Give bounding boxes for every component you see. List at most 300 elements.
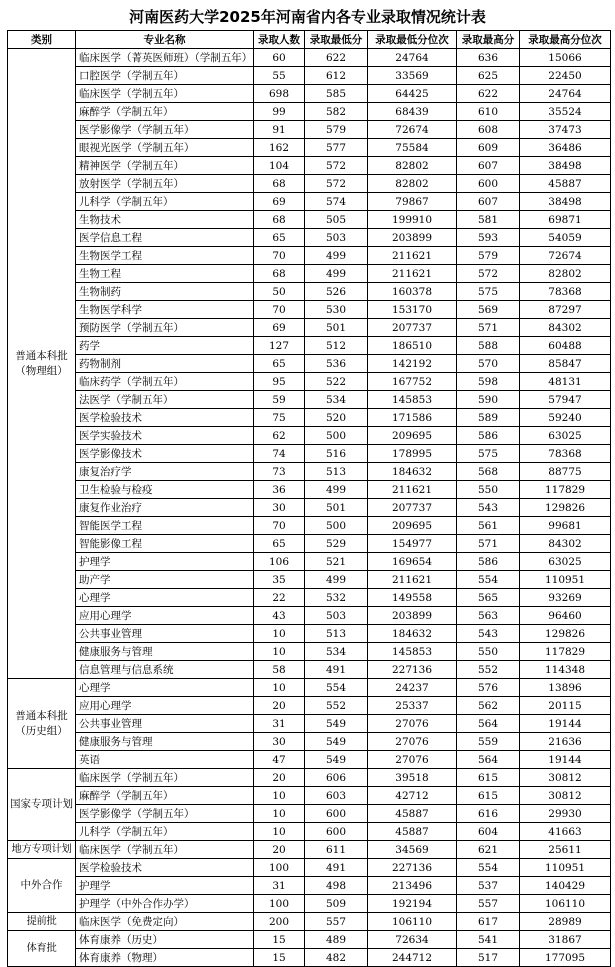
- major-name-cell: 应用心理学: [76, 607, 254, 625]
- table-row: [8, 373, 611, 391]
- table-row: [8, 337, 611, 355]
- max-rank-cell: 13896: [520, 679, 611, 697]
- table-row: [8, 913, 611, 931]
- max-rank-cell: 54059: [520, 229, 611, 247]
- major-name-cell: 儿科学（学制五年）: [76, 193, 254, 211]
- max-score-cell: 554: [457, 859, 520, 877]
- table-row: [8, 571, 611, 589]
- min-score-cell: 611: [305, 841, 368, 859]
- min-rank-cell: 184632: [368, 463, 457, 481]
- max-rank-cell: 60488: [520, 337, 611, 355]
- admitted-count-cell: 100: [254, 859, 305, 877]
- min-score-cell: 579: [305, 121, 368, 139]
- min-rank-cell: 145853: [368, 643, 457, 661]
- table-row: [8, 517, 611, 535]
- max-score-cell: 517: [457, 949, 520, 967]
- major-name-cell: 口腔医学（学制五年）: [76, 67, 254, 85]
- major-name-cell: 药物制剂: [76, 355, 254, 373]
- table-row: [8, 319, 611, 337]
- major-name-cell: 放射医学（学制五年）: [76, 175, 254, 193]
- table-row: [8, 229, 611, 247]
- major-name-cell: 体育康养（物理）: [76, 949, 254, 967]
- header-major-name: 专业名称: [76, 31, 254, 49]
- max-rank-cell: 38498: [520, 157, 611, 175]
- max-rank-cell: 106110: [520, 895, 611, 913]
- min-rank-cell: 184632: [368, 625, 457, 643]
- major-name-cell: 康复作业治疗: [76, 499, 254, 517]
- admitted-count-cell: 35: [254, 571, 305, 589]
- admitted-count-cell: 69: [254, 319, 305, 337]
- min-score-cell: 600: [305, 805, 368, 823]
- min-score-cell: 500: [305, 427, 368, 445]
- min-score-cell: 549: [305, 751, 368, 769]
- min-score-cell: 503: [305, 607, 368, 625]
- min-rank-cell: 45887: [368, 823, 457, 841]
- min-rank-cell: 153170: [368, 301, 457, 319]
- max-score-cell: 586: [457, 427, 520, 445]
- max-score-cell: 575: [457, 445, 520, 463]
- major-name-cell: 护理学（中外合作办学）: [76, 895, 254, 913]
- max-rank-cell: 88775: [520, 463, 611, 481]
- min-rank-cell: 82802: [368, 157, 457, 175]
- admitted-count-cell: 10: [254, 643, 305, 661]
- min-rank-cell: 145853: [368, 391, 457, 409]
- table-row: [8, 103, 611, 121]
- min-score-cell: 509: [305, 895, 368, 913]
- min-score-cell: 536: [305, 355, 368, 373]
- admitted-count-cell: 106: [254, 553, 305, 571]
- min-rank-cell: 72674: [368, 121, 457, 139]
- max-rank-cell: 110951: [520, 859, 611, 877]
- min-score-cell: 549: [305, 733, 368, 751]
- max-score-cell: 589: [457, 409, 520, 427]
- max-rank-cell: 57947: [520, 391, 611, 409]
- max-rank-cell: 15066: [520, 49, 611, 67]
- min-score-cell: 513: [305, 625, 368, 643]
- table-row: [8, 85, 611, 103]
- table-row: [8, 895, 611, 913]
- max-score-cell: 571: [457, 535, 520, 553]
- min-rank-cell: 213496: [368, 877, 457, 895]
- table-row: [8, 679, 611, 697]
- header-category: 类别: [8, 31, 76, 49]
- admitted-count-cell: 70: [254, 517, 305, 535]
- table-row: [8, 283, 611, 301]
- major-name-cell: 应用心理学: [76, 697, 254, 715]
- table-row: [8, 859, 611, 877]
- major-name-cell: 医学影像学（学制五年）: [76, 121, 254, 139]
- min-rank-cell: 167752: [368, 373, 457, 391]
- max-rank-cell: 22450: [520, 67, 611, 85]
- max-rank-cell: 31867: [520, 931, 611, 949]
- max-score-cell: 561: [457, 517, 520, 535]
- major-name-cell: 临床药学（学制五年）: [76, 373, 254, 391]
- max-rank-cell: 19144: [520, 751, 611, 769]
- admitted-count-cell: 75: [254, 409, 305, 427]
- max-rank-cell: 29930: [520, 805, 611, 823]
- min-rank-cell: 27076: [368, 715, 457, 733]
- min-score-cell: 572: [305, 175, 368, 193]
- admitted-count-cell: 20: [254, 769, 305, 787]
- major-name-cell: 生物医学工程: [76, 247, 254, 265]
- admitted-count-cell: 10: [254, 679, 305, 697]
- admitted-count-cell: 55: [254, 67, 305, 85]
- min-score-cell: 503: [305, 229, 368, 247]
- min-rank-cell: 25337: [368, 697, 457, 715]
- header-row: [8, 31, 611, 49]
- min-score-cell: 498: [305, 877, 368, 895]
- min-rank-cell: 227136: [368, 661, 457, 679]
- major-name-cell: 心理学: [76, 589, 254, 607]
- admitted-count-cell: 47: [254, 751, 305, 769]
- admitted-count-cell: 20: [254, 841, 305, 859]
- admitted-count-cell: 10: [254, 823, 305, 841]
- min-score-cell: 600: [305, 823, 368, 841]
- max-rank-cell: 87297: [520, 301, 611, 319]
- max-score-cell: 576: [457, 679, 520, 697]
- table-row: [8, 121, 611, 139]
- min-score-cell: 534: [305, 391, 368, 409]
- max-score-cell: 579: [457, 247, 520, 265]
- major-name-cell: 体育康养（历史）: [76, 931, 254, 949]
- admitted-count-cell: 60: [254, 49, 305, 67]
- min-score-cell: 529: [305, 535, 368, 553]
- max-rank-cell: 41663: [520, 823, 611, 841]
- max-rank-cell: 25611: [520, 841, 611, 859]
- min-rank-cell: 142192: [368, 355, 457, 373]
- min-score-cell: 520: [305, 409, 368, 427]
- max-score-cell: 581: [457, 211, 520, 229]
- table-row: [8, 499, 611, 517]
- min-score-cell: 574: [305, 193, 368, 211]
- min-rank-cell: 203899: [368, 607, 457, 625]
- max-rank-cell: 59240: [520, 409, 611, 427]
- min-rank-cell: 211621: [368, 247, 457, 265]
- min-score-cell: 500: [305, 517, 368, 535]
- table-row: [8, 769, 611, 787]
- min-score-cell: 512: [305, 337, 368, 355]
- admitted-count-cell: 74: [254, 445, 305, 463]
- max-score-cell: 570: [457, 355, 520, 373]
- table-row: [8, 193, 611, 211]
- min-rank-cell: 203899: [368, 229, 457, 247]
- max-score-cell: 588: [457, 337, 520, 355]
- admitted-count-cell: 31: [254, 715, 305, 733]
- admitted-count-cell: 43: [254, 607, 305, 625]
- max-score-cell: 600: [457, 175, 520, 193]
- min-score-cell: 482: [305, 949, 368, 967]
- table-row: [8, 931, 611, 949]
- max-rank-cell: 30812: [520, 787, 611, 805]
- admitted-count-cell: 50: [254, 283, 305, 301]
- max-score-cell: 537: [457, 877, 520, 895]
- table-row: [8, 157, 611, 175]
- max-score-cell: 604: [457, 823, 520, 841]
- category-cell: 地方专项计划: [8, 841, 76, 859]
- max-rank-cell: 72674: [520, 247, 611, 265]
- table-row: [8, 715, 611, 733]
- major-name-cell: 医学影像学（学制五年）: [76, 805, 254, 823]
- max-score-cell: 563: [457, 607, 520, 625]
- major-name-cell: 生物医学科学: [76, 301, 254, 319]
- min-score-cell: 521: [305, 553, 368, 571]
- major-name-cell: 公共事业管理: [76, 625, 254, 643]
- max-score-cell: 550: [457, 481, 520, 499]
- max-rank-cell: 85847: [520, 355, 611, 373]
- table-row: [8, 49, 611, 67]
- min-rank-cell: 209695: [368, 517, 457, 535]
- admitted-count-cell: 73: [254, 463, 305, 481]
- table-row: [8, 949, 611, 967]
- min-rank-cell: 27076: [368, 751, 457, 769]
- admitted-count-cell: 58: [254, 661, 305, 679]
- table-row: [8, 787, 611, 805]
- admitted-count-cell: 36: [254, 481, 305, 499]
- min-score-cell: 501: [305, 499, 368, 517]
- admitted-count-cell: 99: [254, 103, 305, 121]
- table-row: [8, 535, 611, 553]
- admitted-count-cell: 68: [254, 211, 305, 229]
- max-score-cell: 557: [457, 895, 520, 913]
- min-rank-cell: 209695: [368, 427, 457, 445]
- major-name-cell: 医学检验技术: [76, 409, 254, 427]
- table-row: [8, 661, 611, 679]
- admitted-count-cell: 70: [254, 247, 305, 265]
- max-score-cell: 586: [457, 553, 520, 571]
- max-score-cell: 571: [457, 319, 520, 337]
- min-score-cell: 491: [305, 859, 368, 877]
- max-rank-cell: 117829: [520, 643, 611, 661]
- min-rank-cell: 171586: [368, 409, 457, 427]
- major-name-cell: 眼视光医学（学制五年）: [76, 139, 254, 157]
- admitted-count-cell: 62: [254, 427, 305, 445]
- max-score-cell: 610: [457, 103, 520, 121]
- admitted-count-cell: 91: [254, 121, 305, 139]
- table-row: [8, 175, 611, 193]
- admitted-count-cell: 70: [254, 301, 305, 319]
- major-name-cell: 生物制药: [76, 283, 254, 301]
- max-score-cell: 615: [457, 769, 520, 787]
- max-score-cell: 616: [457, 805, 520, 823]
- major-name-cell: 康复治疗学: [76, 463, 254, 481]
- min-score-cell: 585: [305, 85, 368, 103]
- major-name-cell: 智能医学工程: [76, 517, 254, 535]
- table-row: [8, 733, 611, 751]
- max-rank-cell: 99681: [520, 517, 611, 535]
- max-rank-cell: 35524: [520, 103, 611, 121]
- max-score-cell: 543: [457, 625, 520, 643]
- admitted-count-cell: 698: [254, 85, 305, 103]
- major-name-cell: 医学影像技术: [76, 445, 254, 463]
- max-score-cell: 622: [457, 85, 520, 103]
- min-rank-cell: 75584: [368, 139, 457, 157]
- max-score-cell: 608: [457, 121, 520, 139]
- max-rank-cell: 36486: [520, 139, 611, 157]
- min-score-cell: 526: [305, 283, 368, 301]
- min-score-cell: 499: [305, 247, 368, 265]
- min-rank-cell: 207737: [368, 319, 457, 337]
- min-score-cell: 491: [305, 661, 368, 679]
- admitted-count-cell: 10: [254, 625, 305, 643]
- major-name-cell: 临床医学（学制五年）: [76, 769, 254, 787]
- admitted-count-cell: 95: [254, 373, 305, 391]
- major-name-cell: 临床医学（免费定向）: [76, 913, 254, 931]
- min-score-cell: 572: [305, 157, 368, 175]
- category-cell: 中外合作: [8, 859, 76, 913]
- category-cell: 国家专项计划: [8, 769, 76, 841]
- major-name-cell: 药学: [76, 337, 254, 355]
- max-rank-cell: 78368: [520, 445, 611, 463]
- max-rank-cell: 114348: [520, 661, 611, 679]
- min-rank-cell: 160378: [368, 283, 457, 301]
- min-score-cell: 530: [305, 301, 368, 319]
- admitted-count-cell: 104: [254, 157, 305, 175]
- table-row: [8, 67, 611, 85]
- header-admitted-count: 录取人数: [254, 31, 305, 49]
- admitted-count-cell: 127: [254, 337, 305, 355]
- min-rank-cell: 199910: [368, 211, 457, 229]
- major-name-cell: 临床医学（学制五年）: [76, 85, 254, 103]
- major-name-cell: 助产学: [76, 571, 254, 589]
- max-rank-cell: 30812: [520, 769, 611, 787]
- min-rank-cell: 178995: [368, 445, 457, 463]
- max-score-cell: 621: [457, 841, 520, 859]
- table-row: [8, 877, 611, 895]
- table-row: [8, 247, 611, 265]
- max-rank-cell: 177095: [520, 949, 611, 967]
- table-row: [8, 391, 611, 409]
- admission-table: [7, 30, 611, 967]
- max-rank-cell: 24764: [520, 85, 611, 103]
- max-rank-cell: 140429: [520, 877, 611, 895]
- admitted-count-cell: 200: [254, 913, 305, 931]
- table-row: [8, 301, 611, 319]
- major-name-cell: 护理学: [76, 877, 254, 895]
- major-name-cell: 医学信息工程: [76, 229, 254, 247]
- min-score-cell: 552: [305, 697, 368, 715]
- admitted-count-cell: 22: [254, 589, 305, 607]
- min-score-cell: 622: [305, 49, 368, 67]
- min-score-cell: 554: [305, 679, 368, 697]
- max-rank-cell: 129826: [520, 625, 611, 643]
- major-name-cell: 法医学（学制五年）: [76, 391, 254, 409]
- max-rank-cell: 20115: [520, 697, 611, 715]
- major-name-cell: 智能影像工程: [76, 535, 254, 553]
- admitted-count-cell: 65: [254, 535, 305, 553]
- admitted-count-cell: 30: [254, 733, 305, 751]
- admitted-count-cell: 59: [254, 391, 305, 409]
- major-name-cell: 生物工程: [76, 265, 254, 283]
- admitted-count-cell: 69: [254, 193, 305, 211]
- min-score-cell: 513: [305, 463, 368, 481]
- major-name-cell: 麻醉学（学制五年）: [76, 787, 254, 805]
- min-score-cell: 516: [305, 445, 368, 463]
- table-row: [8, 625, 611, 643]
- max-score-cell: 636: [457, 49, 520, 67]
- major-name-cell: 心理学: [76, 679, 254, 697]
- min-rank-cell: 106110: [368, 913, 457, 931]
- max-rank-cell: 129826: [520, 499, 611, 517]
- max-score-cell: 615: [457, 787, 520, 805]
- min-rank-cell: 39518: [368, 769, 457, 787]
- max-rank-cell: 84302: [520, 535, 611, 553]
- min-score-cell: 499: [305, 571, 368, 589]
- min-rank-cell: 211621: [368, 571, 457, 589]
- min-rank-cell: 45887: [368, 805, 457, 823]
- max-score-cell: 598: [457, 373, 520, 391]
- max-rank-cell: 19144: [520, 715, 611, 733]
- max-rank-cell: 69871: [520, 211, 611, 229]
- admitted-count-cell: 65: [254, 355, 305, 373]
- major-name-cell: 健康服务与管理: [76, 643, 254, 661]
- min-score-cell: 603: [305, 787, 368, 805]
- max-rank-cell: 110951: [520, 571, 611, 589]
- admitted-count-cell: 31: [254, 877, 305, 895]
- major-name-cell: 信息管理与信息系统: [76, 661, 254, 679]
- min-rank-cell: 244712: [368, 949, 457, 967]
- max-rank-cell: 37473: [520, 121, 611, 139]
- table-row: [8, 211, 611, 229]
- min-rank-cell: 24764: [368, 49, 457, 67]
- min-rank-cell: 192194: [368, 895, 457, 913]
- min-rank-cell: 68439: [368, 103, 457, 121]
- major-name-cell: 医学检验技术: [76, 859, 254, 877]
- header-min-score: 录取最低分: [305, 31, 368, 49]
- max-rank-cell: 82802: [520, 265, 611, 283]
- table-row: [8, 751, 611, 769]
- admitted-count-cell: 15: [254, 949, 305, 967]
- major-name-cell: 麻醉学（学制五年）: [76, 103, 254, 121]
- table-row: [8, 823, 611, 841]
- table-row: [8, 607, 611, 625]
- min-rank-cell: 72634: [368, 931, 457, 949]
- max-score-cell: 617: [457, 913, 520, 931]
- admitted-count-cell: 10: [254, 805, 305, 823]
- min-score-cell: 557: [305, 913, 368, 931]
- major-name-cell: 医学实验技术: [76, 427, 254, 445]
- major-name-cell: 临床医学（学制五年）: [76, 841, 254, 859]
- admitted-count-cell: 162: [254, 139, 305, 157]
- max-score-cell: 572: [457, 265, 520, 283]
- max-score-cell: 550: [457, 643, 520, 661]
- table-row: [8, 805, 611, 823]
- admitted-count-cell: 10: [254, 787, 305, 805]
- max-score-cell: 559: [457, 733, 520, 751]
- min-rank-cell: 34569: [368, 841, 457, 859]
- major-name-cell: 生物技术: [76, 211, 254, 229]
- min-rank-cell: 149558: [368, 589, 457, 607]
- header-max-rank: 录取最高分位次: [520, 31, 611, 49]
- major-name-cell: 卫生检验与检疫: [76, 481, 254, 499]
- major-name-cell: 预防医学（学制五年）: [76, 319, 254, 337]
- category-cell: 体育批: [8, 931, 76, 967]
- category-cell: 普通本科批（历史组）: [8, 679, 76, 769]
- table-row: [8, 139, 611, 157]
- min-rank-cell: 82802: [368, 175, 457, 193]
- min-score-cell: 549: [305, 715, 368, 733]
- min-rank-cell: 79867: [368, 193, 457, 211]
- header-max-score: 录取最高分: [457, 31, 520, 49]
- max-rank-cell: 28989: [520, 913, 611, 931]
- table-row: [8, 265, 611, 283]
- max-rank-cell: 84302: [520, 319, 611, 337]
- table-row: [8, 841, 611, 859]
- min-rank-cell: 211621: [368, 481, 457, 499]
- max-rank-cell: 117829: [520, 481, 611, 499]
- admitted-count-cell: 15: [254, 931, 305, 949]
- category-cell: 提前批: [8, 913, 76, 931]
- max-score-cell: 554: [457, 571, 520, 589]
